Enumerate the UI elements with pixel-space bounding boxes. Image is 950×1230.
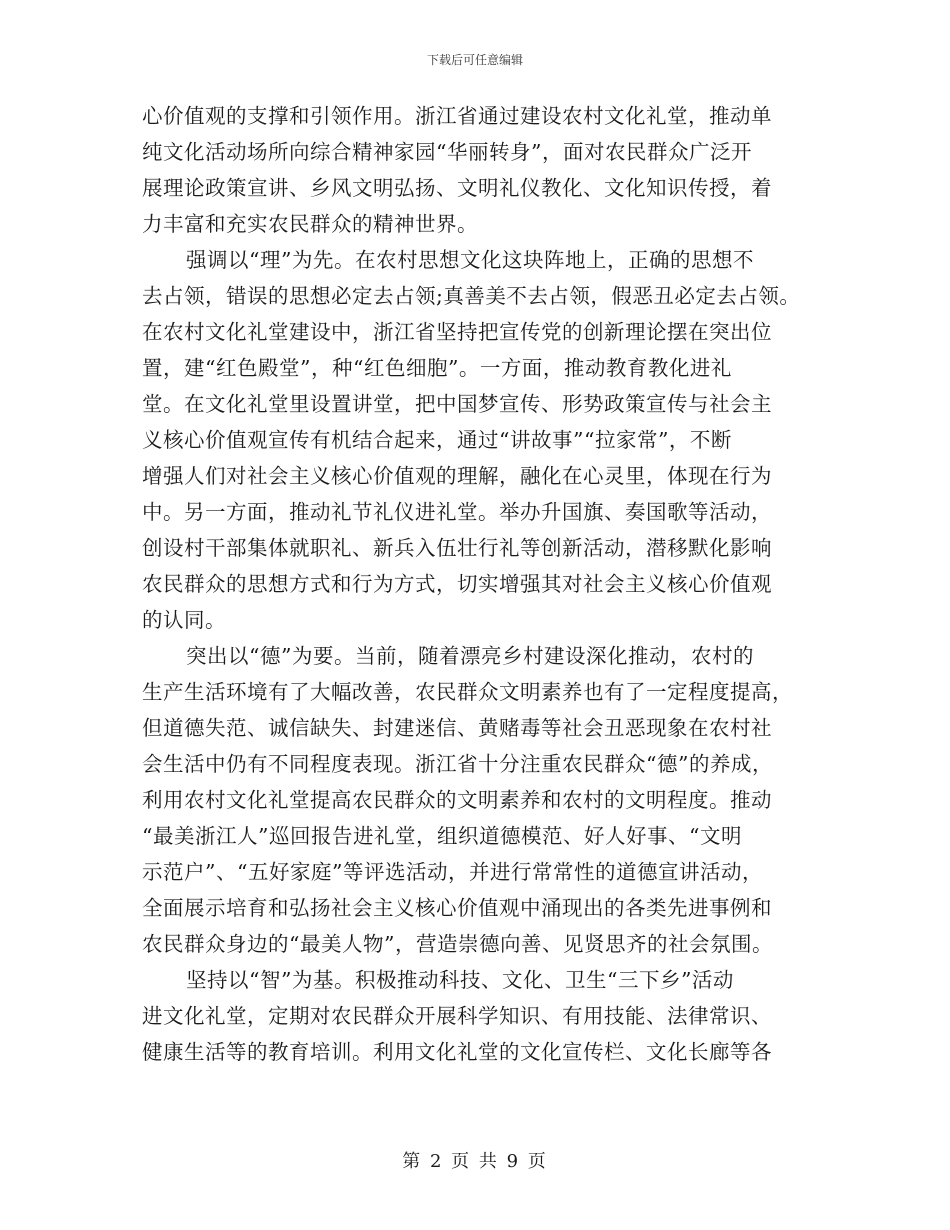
text-line: 展理论政策宣讲、乡风文明弘扬、文明礼仪教化、文化知识传授，着 bbox=[142, 176, 772, 200]
text-line: 堂。在文化礼堂里设置讲堂，把中国梦宣传、形势政策宣传与社会主 bbox=[142, 392, 772, 416]
text-line: 纯文化活动场所向综合精神家园“华丽转身”，面对农民群众广泛开 bbox=[142, 140, 752, 164]
text-line: 会生活中仍有不同程度表现。浙江省十分注重农民群众“德”的养成， bbox=[142, 752, 773, 776]
text-line: 农民群众身边的“最美人物”，营造崇德向善、见贤思齐的社会氛围。 bbox=[142, 932, 773, 956]
text-line: 健康生活等的教育培训。利用文化礼堂的文化宣传栏、文化长廊等各 bbox=[142, 1040, 772, 1064]
paragraph-3 bbox=[142, 638, 826, 962]
document-body bbox=[142, 98, 826, 1070]
text-line: 去占领，错误的思想必定去占领;真善美不去占领，假恶丑必定去占领。 bbox=[142, 284, 801, 308]
text-line: 义核心价值观宣传有机结合起来，通过“讲故事”“拉家常”，不断 bbox=[142, 428, 732, 452]
paragraph-4 bbox=[142, 962, 826, 1070]
text-line: 全面展示培育和弘扬社会主义核心价值观中涌现出的各类先进事例和 bbox=[142, 896, 772, 920]
page-number: 第 2 页 共 9 页 bbox=[402, 1151, 548, 1172]
text-line: 利用农村文化礼堂提高农民群众的文明素养和农村的文明程度。推动 bbox=[142, 788, 772, 812]
text-line: 进文化礼堂，定期对农民群众开展科学知识、有用技能、法律常识、 bbox=[142, 1004, 772, 1028]
text-line: 中。另一方面，推动礼节礼仪进礼堂。举办升国旗、奏国歌等活动， bbox=[142, 500, 772, 524]
text-line: 突出以“德”为要。当前，随着漂亮乡村建设深化推动，农村的 bbox=[186, 644, 754, 668]
text-line: 农民群众的思想方式和行为方式，切实增强其对社会主义核心价值观 bbox=[142, 572, 772, 596]
text-line: 力丰富和充实农民群众的精神世界。 bbox=[142, 212, 478, 236]
text-line: 增强人们对社会主义核心价值观的理解，融化在心灵里，体现在行为 bbox=[142, 464, 772, 488]
paragraph-2 bbox=[142, 242, 826, 638]
text-line: 示范户”、“五好家庭”等评选活动，并进行常常性的道德宣讲活动， bbox=[142, 860, 763, 884]
page-header-note: 下载后可任意编辑 bbox=[426, 53, 523, 67]
text-line: 创设村干部集体就职礼、新兵入伍壮行礼等创新活动，潜移默化影响 bbox=[142, 536, 772, 560]
text-line: 在农村文化礼堂建设中，浙江省坚持把宣传党的创新理论摆在突出位 bbox=[142, 320, 772, 344]
text-line: “最美浙江人”巡回报告进礼堂，组织道德模范、好人好事、“文明 bbox=[142, 824, 742, 848]
text-line: 的认同。 bbox=[142, 608, 226, 632]
text-line: 但道德失范、诚信缺失、封建迷信、黄赌毒等社会丑恶现象在农村社 bbox=[142, 716, 772, 740]
text-line: 生产生活环境有了大幅改善，农民群众文明素养也有了一定程度提高， bbox=[142, 680, 793, 704]
text-line: 坚持以“智”为基。积极推动科技、文化、卫生“三下乡”活动 bbox=[186, 968, 734, 992]
paragraph-1 bbox=[142, 98, 826, 242]
text-line: 置，建“红色殿堂”，种“红色细胞”。一方面，推动教育教化进礼 bbox=[142, 356, 732, 380]
text-line: 强调以“理”为先。在农村思想文化这块阵地上，正确的思想不 bbox=[186, 248, 754, 272]
text-line: 心价值观的支撑和引领作用。浙江省通过建设农村文化礼堂，推动单 bbox=[142, 104, 772, 128]
